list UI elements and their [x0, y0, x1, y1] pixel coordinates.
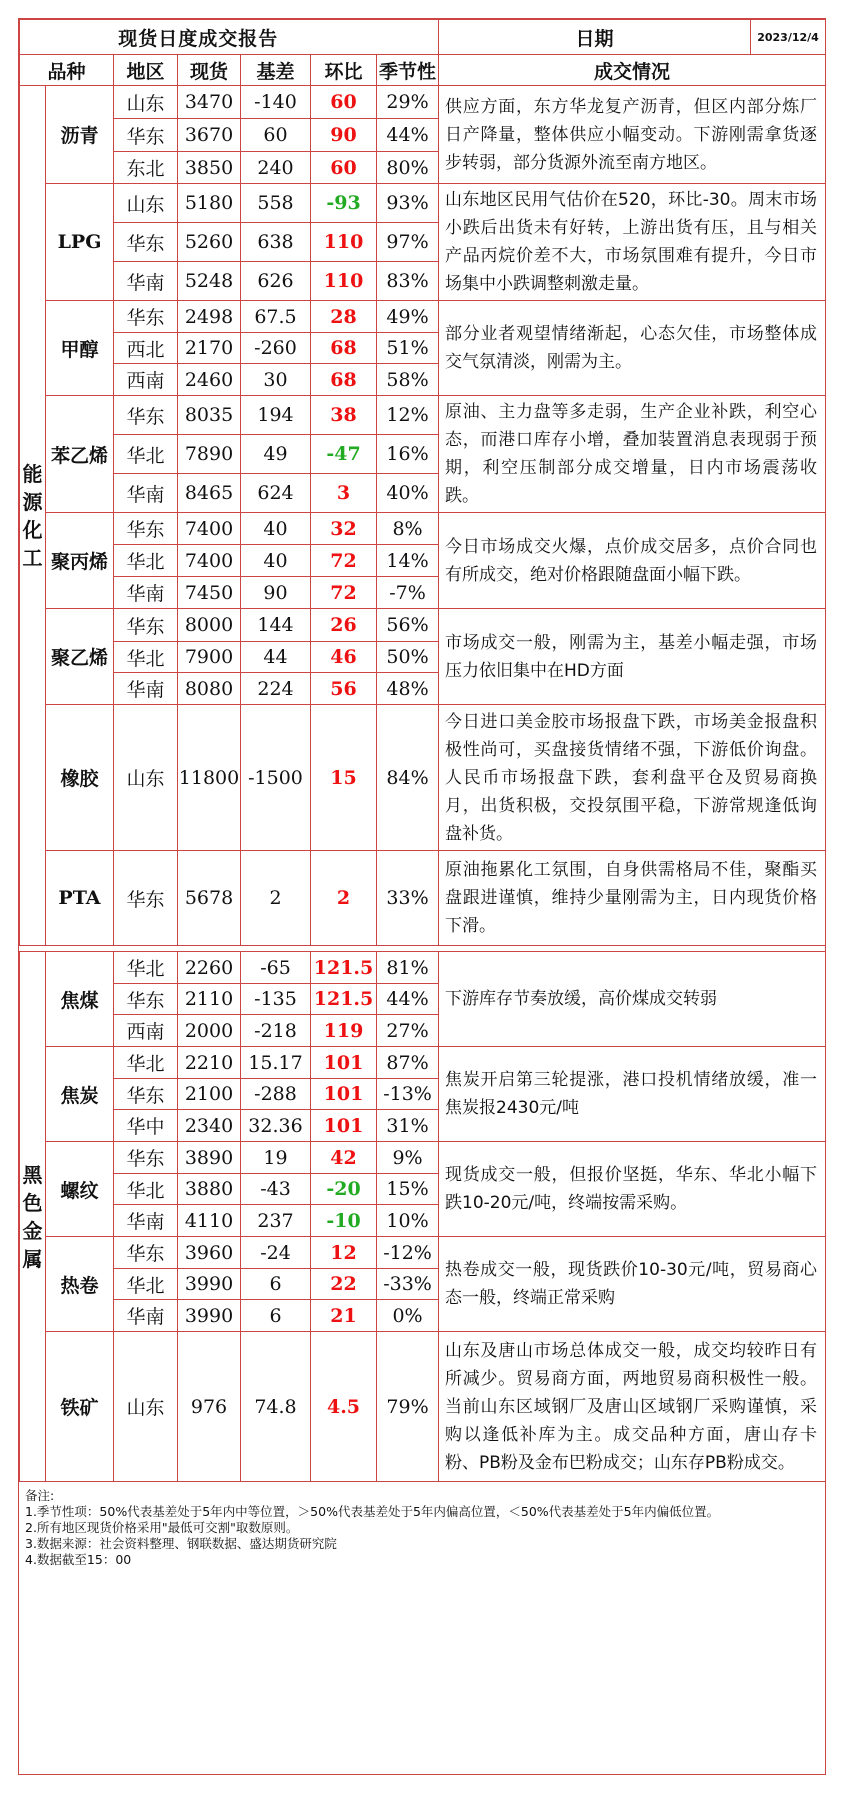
change-cell: 56 — [311, 673, 377, 705]
change-cell: 101 — [311, 1110, 377, 1142]
trade-status-text: 现货成交一般，但报价坚挺，华东、华北小幅下跌10-20元/吨，终端按需采购。 — [439, 1142, 826, 1237]
basis-cell: -260 — [241, 333, 311, 364]
region-cell: 华东 — [114, 223, 178, 262]
seasonality-cell: 16% — [377, 435, 439, 474]
basis-cell: 237 — [241, 1205, 311, 1237]
table-row — [20, 1332, 826, 1482]
change-cell: 68 — [311, 333, 377, 364]
header-change: 环比 — [311, 55, 377, 86]
seasonality-cell: 79% — [377, 1332, 439, 1482]
seasonality-cell: -12% — [377, 1237, 439, 1269]
product-name: 焦炭 — [46, 1047, 114, 1142]
region-cell: 华东 — [114, 1142, 178, 1174]
report-date: 2023/12/4 — [757, 30, 819, 44]
basis-cell: 6 — [241, 1300, 311, 1332]
seasonality-cell: 31% — [377, 1110, 439, 1142]
header-seasonality: 季节性 — [377, 55, 439, 86]
seasonality-cell: 44% — [377, 119, 439, 152]
seasonality-cell: 29% — [377, 86, 439, 119]
spot-price-cell: 7890 — [178, 435, 241, 474]
change-cell: 32 — [311, 513, 377, 545]
seasonality-cell: 40% — [377, 474, 439, 513]
region-cell: 山东 — [114, 1332, 178, 1482]
header-trade-status: 成交情况 — [439, 55, 826, 86]
change-cell: 28 — [311, 301, 377, 333]
notes-section — [19, 1482, 825, 1574]
change-cell: 119 — [311, 1015, 377, 1047]
basis-cell: 626 — [241, 262, 311, 301]
region-cell: 华南 — [114, 1300, 178, 1332]
seasonality-cell: 97% — [377, 223, 439, 262]
spot-price-cell: 3880 — [178, 1174, 241, 1205]
note-line: 2.所有地区现货价格采用"最低可交割"取数原则。 — [25, 1520, 299, 1535]
change-cell: 101 — [311, 1047, 377, 1079]
spot-price-cell: 2170 — [178, 333, 241, 364]
change-cell: 60 — [311, 152, 377, 184]
region-cell: 华东 — [114, 984, 178, 1015]
change-cell: 22 — [311, 1269, 377, 1300]
change-cell: 3 — [311, 474, 377, 513]
trade-status-text: 原油拖累化工氛围，自身供需格局不佳，聚酯买盘跟进谨慎，维持少量刚需为主，日内现货价格下滑。 — [439, 851, 826, 946]
seasonality-cell: 10% — [377, 1205, 439, 1237]
change-cell: -10 — [311, 1205, 377, 1237]
change-cell: -93 — [311, 184, 377, 223]
spot-price-cell: 7400 — [178, 513, 241, 545]
seasonality-cell: 33% — [377, 851, 439, 946]
table-row — [20, 609, 826, 642]
seasonality-cell: 58% — [377, 364, 439, 396]
change-cell: 110 — [311, 262, 377, 301]
region-cell: 华东 — [114, 609, 178, 642]
product-name: 橡胶 — [46, 705, 114, 851]
table-row — [20, 396, 826, 435]
region-cell: 华南 — [114, 474, 178, 513]
trade-status-text: 山东及唐山市场总体成交一般，成交均较昨日有所减少。贸易商方面，两地贸易商积极性一般。当前山东区域钢厂及唐山区域钢厂采购谨慎，采购以逢低补库为主。成交品种方面，唐山存卡粉、PB粉及金布巴粉成交；山东存PB粉成交。 — [439, 1332, 826, 1482]
region-cell: 华中 — [114, 1110, 178, 1142]
header-product: 品种 — [20, 55, 114, 86]
seasonality-cell: 27% — [377, 1015, 439, 1047]
note-line: 备注: — [25, 1488, 55, 1503]
seasonality-cell: 81% — [377, 952, 439, 984]
change-cell: 2 — [311, 851, 377, 946]
trade-status-text: 下游库存节奏放缓，高价煤成交转弱 — [439, 952, 826, 1047]
spot-price-cell: 4110 — [178, 1205, 241, 1237]
basis-cell: 60 — [241, 119, 311, 152]
basis-cell: 194 — [241, 396, 311, 435]
basis-cell: 6 — [241, 1269, 311, 1300]
trade-status-text: 供应方面，东方华龙复产沥青，但区内部分炼厂日产降量，整体供应小幅变动。下游刚需拿货逐步转弱，部分货源外流至南方地区。 — [439, 86, 826, 184]
spot-price-cell: 5678 — [178, 851, 241, 946]
category-cell — [20, 86, 46, 946]
seasonality-cell: 9% — [377, 1142, 439, 1174]
basis-cell: -65 — [241, 952, 311, 984]
spot-price-cell: 2498 — [178, 301, 241, 333]
seasonality-cell: 87% — [377, 1047, 439, 1079]
basis-cell: 40 — [241, 545, 311, 577]
change-cell: 121.5 — [311, 984, 377, 1015]
change-cell: 4.5 — [311, 1332, 377, 1482]
table-row — [20, 851, 826, 946]
report-table — [19, 19, 826, 1482]
header-row — [20, 55, 826, 86]
report-frame — [18, 18, 826, 1775]
table-row — [20, 184, 826, 223]
basis-cell: 67.5 — [241, 301, 311, 333]
title-row — [20, 20, 826, 55]
seasonality-cell: 50% — [377, 642, 439, 673]
spot-price-cell: 2210 — [178, 1047, 241, 1079]
change-cell: 68 — [311, 364, 377, 396]
spot-price-cell: 2100 — [178, 1079, 241, 1110]
basis-cell: -218 — [241, 1015, 311, 1047]
change-cell: -20 — [311, 1174, 377, 1205]
table-row — [20, 1142, 826, 1174]
trade-status-text: 原油、主力盘等多走弱，生产企业补跌，利空心态，而港口库存小增，叠加装置消息表现弱于预期，利空压制部分成交增量，日内市场震荡收跌。 — [439, 396, 826, 513]
region-cell: 山东 — [114, 86, 178, 119]
basis-cell: -288 — [241, 1079, 311, 1110]
region-cell: 华南 — [114, 262, 178, 301]
region-cell: 山东 — [114, 184, 178, 223]
basis-cell: 240 — [241, 152, 311, 184]
note-line: 3.数据来源：社会资料整理、钢联数据、盛达期货研究院 — [25, 1536, 337, 1551]
product-name: 苯乙烯 — [46, 396, 114, 513]
spot-price-cell: 7900 — [178, 642, 241, 673]
change-cell: 12 — [311, 1237, 377, 1269]
change-cell: 121.5 — [311, 952, 377, 984]
seasonality-cell: 56% — [377, 609, 439, 642]
basis-cell: -1500 — [241, 705, 311, 851]
spot-price-cell: 3470 — [178, 86, 241, 119]
spot-price-cell: 3890 — [178, 1142, 241, 1174]
basis-cell: 144 — [241, 609, 311, 642]
seasonality-cell: 44% — [377, 984, 439, 1015]
region-cell: 华东 — [114, 301, 178, 333]
region-cell: 华南 — [114, 673, 178, 705]
seasonality-cell: 83% — [377, 262, 439, 301]
basis-cell: -24 — [241, 1237, 311, 1269]
trade-status-text: 焦炭开启第三轮提涨，港口投机情绪放缓，准一焦炭报2430元/吨 — [439, 1047, 826, 1142]
basis-cell: -135 — [241, 984, 311, 1015]
table-row — [20, 1047, 826, 1079]
region-cell: 华北 — [114, 1174, 178, 1205]
header-spot: 现货 — [178, 55, 241, 86]
basis-cell: 32.36 — [241, 1110, 311, 1142]
change-cell: 90 — [311, 119, 377, 152]
product-name: 焦煤 — [46, 952, 114, 1047]
category-name: 能源化工 — [22, 461, 43, 570]
product-name: PTA — [46, 851, 114, 946]
spot-price-cell: 5260 — [178, 223, 241, 262]
spot-price-cell: 2460 — [178, 364, 241, 396]
spot-price-cell: 2000 — [178, 1015, 241, 1047]
region-cell: 华北 — [114, 1047, 178, 1079]
product-name: 聚乙烯 — [46, 609, 114, 705]
region-cell: 华北 — [114, 545, 178, 577]
region-cell: 华东 — [114, 396, 178, 435]
spot-price-cell: 2340 — [178, 1110, 241, 1142]
seasonality-cell: 48% — [377, 673, 439, 705]
spot-price-cell: 7400 — [178, 545, 241, 577]
spot-price-cell: 5248 — [178, 262, 241, 301]
region-cell: 华北 — [114, 952, 178, 984]
region-cell: 华北 — [114, 435, 178, 474]
spot-price-cell: 976 — [178, 1332, 241, 1482]
region-cell: 华东 — [114, 513, 178, 545]
spot-price-cell: 2260 — [178, 952, 241, 984]
region-cell: 华东 — [114, 119, 178, 152]
note-line: 4.数据截至15：00 — [25, 1552, 132, 1567]
region-cell: 华东 — [114, 1237, 178, 1269]
region-cell: 西南 — [114, 364, 178, 396]
spot-price-cell: 8000 — [178, 609, 241, 642]
seasonality-cell: 15% — [377, 1174, 439, 1205]
change-cell: 26 — [311, 609, 377, 642]
spot-price-cell: 3670 — [178, 119, 241, 152]
spot-price-cell: 8035 — [178, 396, 241, 435]
change-cell: 101 — [311, 1079, 377, 1110]
basis-cell: 638 — [241, 223, 311, 262]
trade-status-text: 今日市场成交火爆，点价成交居多，点价合同也有所成交，绝对价格跟随盘面小幅下跌。 — [439, 513, 826, 609]
basis-cell: 15.17 — [241, 1047, 311, 1079]
change-cell: 42 — [311, 1142, 377, 1174]
region-cell: 华北 — [114, 1269, 178, 1300]
basis-cell: 30 — [241, 364, 311, 396]
change-cell: 15 — [311, 705, 377, 851]
trade-status-text: 今日进口美金胶市场报盘下跌，市场美金报盘积极性尚可，买盘接货情绪不强，下游低价询盘。人民币市场报盘下跌，套利盘平仓及贸易商换月，出货积极，交投氛围平稳，下游常规逢低询盘补货。 — [439, 705, 826, 851]
product-name: 聚丙烯 — [46, 513, 114, 609]
region-cell: 西北 — [114, 333, 178, 364]
trade-status-text: 热卷成交一般，现货跌价10-30元/吨，贸易商心态一般，终端正常采购 — [439, 1237, 826, 1332]
seasonality-cell: 93% — [377, 184, 439, 223]
region-cell: 山东 — [114, 705, 178, 851]
category-name: 黑色金属 — [22, 1162, 43, 1271]
seasonality-cell: 84% — [377, 705, 439, 851]
product-name: 螺纹 — [46, 1142, 114, 1237]
trade-status-text: 山东地区民用气估价在520，环比-30。周末市场小跌后出货未有好转，上游出货有压，且与相关产品丙烷价差不大，市场氛围难有提升，今日市场集中小跌调整刺激走量。 — [439, 184, 826, 301]
report-title: 现货日度成交报告 — [118, 27, 279, 50]
table-row — [20, 513, 826, 545]
header-basis: 基差 — [241, 55, 311, 86]
spot-price-cell: 3990 — [178, 1269, 241, 1300]
change-cell: 72 — [311, 545, 377, 577]
region-cell: 西南 — [114, 1015, 178, 1047]
trade-status-text: 市场成交一般，刚需为主，基差小幅走强，市场压力依旧集中在HD方面 — [439, 609, 826, 705]
header-region: 地区 — [114, 55, 178, 86]
spot-price-cell: 7450 — [178, 577, 241, 609]
note-line: 1.季节性项：50%代表基差处于5年内中等位置，＞50%代表基差处于5年内偏高位置，＜50%代表基差处于5年内偏低位置。 — [25, 1504, 720, 1519]
basis-cell: 2 — [241, 851, 311, 946]
table-row — [20, 952, 826, 984]
category-cell — [20, 952, 46, 1482]
table-row — [20, 301, 826, 333]
basis-cell: -43 — [241, 1174, 311, 1205]
basis-cell: 558 — [241, 184, 311, 223]
basis-cell: 74.8 — [241, 1332, 311, 1482]
spot-price-cell: 11800 — [178, 705, 241, 851]
product-name: 甲醇 — [46, 301, 114, 396]
product-name: 铁矿 — [46, 1332, 114, 1482]
product-name: 沥青 — [46, 86, 114, 184]
basis-cell: 44 — [241, 642, 311, 673]
region-cell: 华北 — [114, 642, 178, 673]
seasonality-cell: -13% — [377, 1079, 439, 1110]
basis-cell: 19 — [241, 1142, 311, 1174]
change-cell: 110 — [311, 223, 377, 262]
spot-price-cell: 3990 — [178, 1300, 241, 1332]
spot-price-cell: 3850 — [178, 152, 241, 184]
change-cell: -47 — [311, 435, 377, 474]
table-row — [20, 705, 826, 851]
change-cell: 38 — [311, 396, 377, 435]
spot-price-cell: 2110 — [178, 984, 241, 1015]
seasonality-cell: 14% — [377, 545, 439, 577]
spot-price-cell: 8080 — [178, 673, 241, 705]
basis-cell: 624 — [241, 474, 311, 513]
date-label: 日期 — [575, 27, 614, 50]
table-row — [20, 1237, 826, 1269]
seasonality-cell: -7% — [377, 577, 439, 609]
trade-status-text: 部分业者观望情绪渐起，心态欠佳，市场整体成交气氛清淡，刚需为主。 — [439, 301, 826, 396]
region-cell: 华南 — [114, 1205, 178, 1237]
spot-price-cell: 8465 — [178, 474, 241, 513]
region-cell: 华东 — [114, 1079, 178, 1110]
seasonality-cell: 49% — [377, 301, 439, 333]
seasonality-cell: 0% — [377, 1300, 439, 1332]
spot-price-cell: 3960 — [178, 1237, 241, 1269]
change-cell: 46 — [311, 642, 377, 673]
basis-cell: 224 — [241, 673, 311, 705]
region-cell: 华东 — [114, 851, 178, 946]
basis-cell: 90 — [241, 577, 311, 609]
product-name: LPG — [46, 184, 114, 301]
seasonality-cell: 80% — [377, 152, 439, 184]
seasonality-cell: -33% — [377, 1269, 439, 1300]
seasonality-cell: 12% — [377, 396, 439, 435]
spot-price-cell: 5180 — [178, 184, 241, 223]
seasonality-cell: 8% — [377, 513, 439, 545]
change-cell: 21 — [311, 1300, 377, 1332]
basis-cell: 40 — [241, 513, 311, 545]
basis-cell: 49 — [241, 435, 311, 474]
table-row — [20, 86, 826, 119]
change-cell: 72 — [311, 577, 377, 609]
product-name: 热卷 — [46, 1237, 114, 1332]
change-cell: 60 — [311, 86, 377, 119]
region-cell: 东北 — [114, 152, 178, 184]
region-cell: 华南 — [114, 577, 178, 609]
seasonality-cell: 51% — [377, 333, 439, 364]
basis-cell: -140 — [241, 86, 311, 119]
